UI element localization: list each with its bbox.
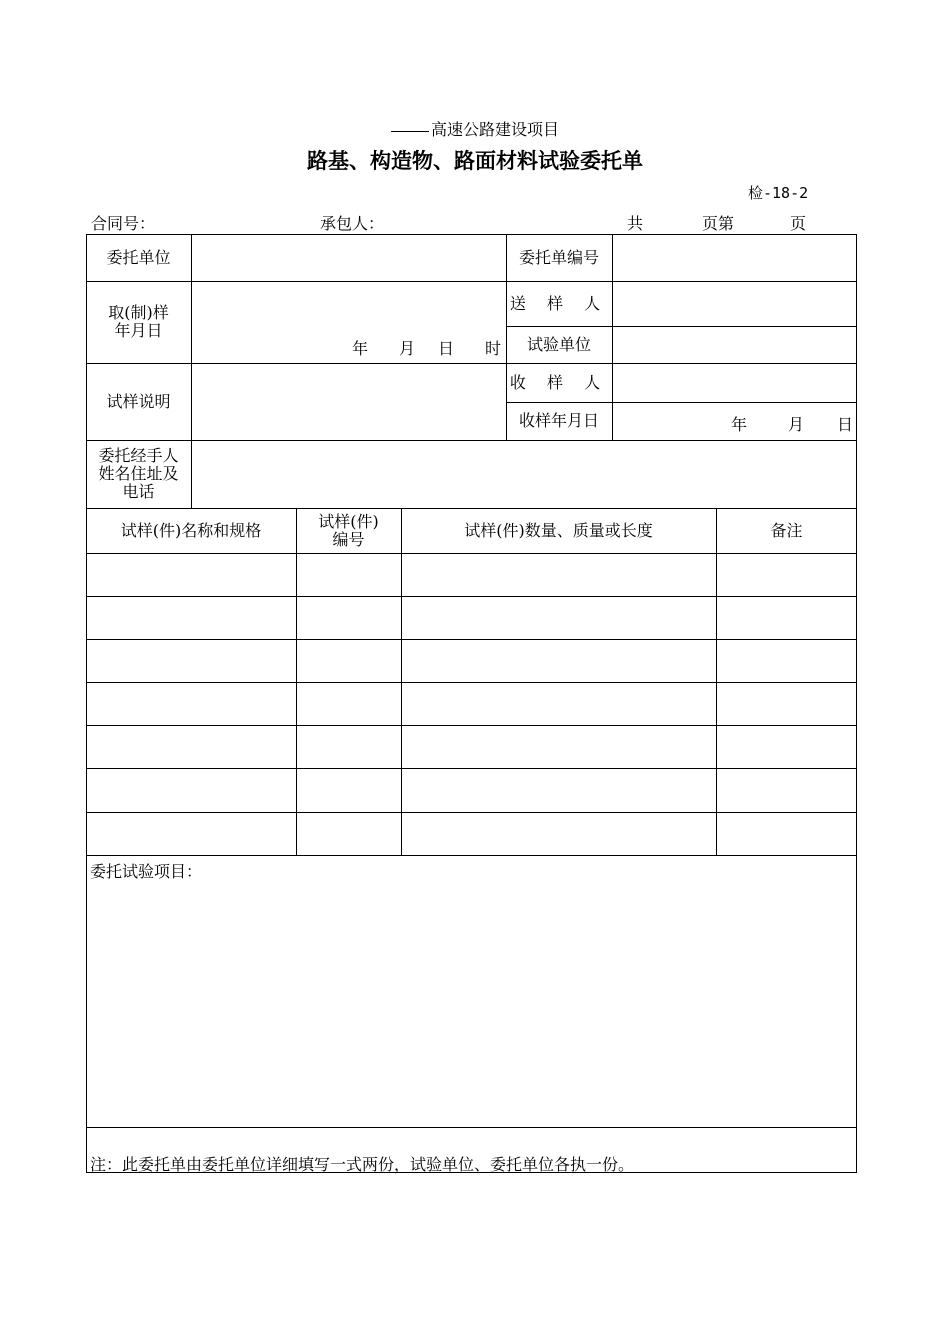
contract-number-label: 合同号： xyxy=(91,214,156,233)
sample-date-label-line2: 年月日 xyxy=(114,321,163,340)
col-header-sample-number-line2: 编号 xyxy=(332,529,365,549)
agent-info-line3: 电话 xyxy=(122,482,155,501)
commissioned-tests-field[interactable] xyxy=(87,882,856,1126)
sample-description-label: 试样说明 xyxy=(106,391,171,411)
sample-year-label: 年 xyxy=(352,339,369,358)
receive-day-label: 日 xyxy=(837,415,854,434)
total-pages-label: 共 xyxy=(627,214,644,233)
order-number-field[interactable] xyxy=(613,235,855,280)
agent-info-field[interactable] xyxy=(192,441,855,507)
table-row[interactable] xyxy=(87,640,857,682)
table-row[interactable] xyxy=(87,683,857,725)
form-code: 检-18-2 xyxy=(748,184,809,202)
receive-month-label: 月 xyxy=(788,415,805,434)
commissioned-tests-label: 委托试验项目： xyxy=(90,862,203,881)
col-header-name-spec: 试样(件)名称和规格 xyxy=(120,520,262,540)
page-number-label: 页第 xyxy=(702,214,735,233)
sample-description-field[interactable] xyxy=(192,364,505,439)
sample-day-label: 日 xyxy=(438,339,455,358)
agent-info-line2: 姓名住址及 xyxy=(98,464,179,483)
order-number-label: 委托单编号 xyxy=(518,247,599,267)
table-row[interactable] xyxy=(87,554,857,596)
page-suffix-label: 页 xyxy=(790,214,807,233)
agent-info-label xyxy=(86,440,191,508)
sample-date-field[interactable] xyxy=(192,282,505,362)
commission-form xyxy=(86,234,857,1173)
test-unit-label: 试验单位 xyxy=(526,334,591,354)
sender-field[interactable] xyxy=(613,282,855,325)
receive-year-label: 年 xyxy=(731,415,748,434)
col-header-sample-number-line1: 试样(件) xyxy=(318,511,379,531)
table-row[interactable] xyxy=(87,726,857,768)
page-title: 路基、构造物、路面材料试验委托单 xyxy=(307,149,643,173)
col-header-remarks: 备注 xyxy=(770,520,803,540)
table-row[interactable] xyxy=(87,597,857,639)
sample-date-label xyxy=(86,281,191,363)
row-line xyxy=(86,1127,857,1128)
table-row[interactable] xyxy=(87,769,857,812)
sample-hour-label: 时 xyxy=(485,339,502,358)
project-name-blank[interactable] xyxy=(391,131,429,132)
col-header-quantity: 试样(件)数量、质量或长度 xyxy=(464,520,653,540)
receiver-field[interactable] xyxy=(613,364,855,401)
test-unit-field[interactable] xyxy=(613,327,855,362)
col-header-sample-number xyxy=(296,508,401,553)
sender-label: 送 样 人 xyxy=(509,293,609,313)
sample-month-label: 月 xyxy=(399,339,416,358)
project-subtitle: 高速公路建设项目 xyxy=(0,117,950,140)
contractor-label: 承包人： xyxy=(320,214,385,233)
row-line xyxy=(86,855,857,856)
receive-date-label: 收样年月日 xyxy=(518,411,599,430)
sample-date-label-line1: 取(制)样 xyxy=(108,303,169,322)
table-row[interactable] xyxy=(87,813,857,855)
client-unit-label: 委托单位 xyxy=(106,247,171,267)
form-note: 注：此委托单由委托单位详细填写一式两份，试验单位、委托单位各执一份。 xyxy=(90,1155,635,1174)
agent-info-line1: 委托经手人 xyxy=(98,446,179,465)
client-unit-field[interactable] xyxy=(192,235,505,280)
receiver-label: 收 样 人 xyxy=(509,372,609,392)
